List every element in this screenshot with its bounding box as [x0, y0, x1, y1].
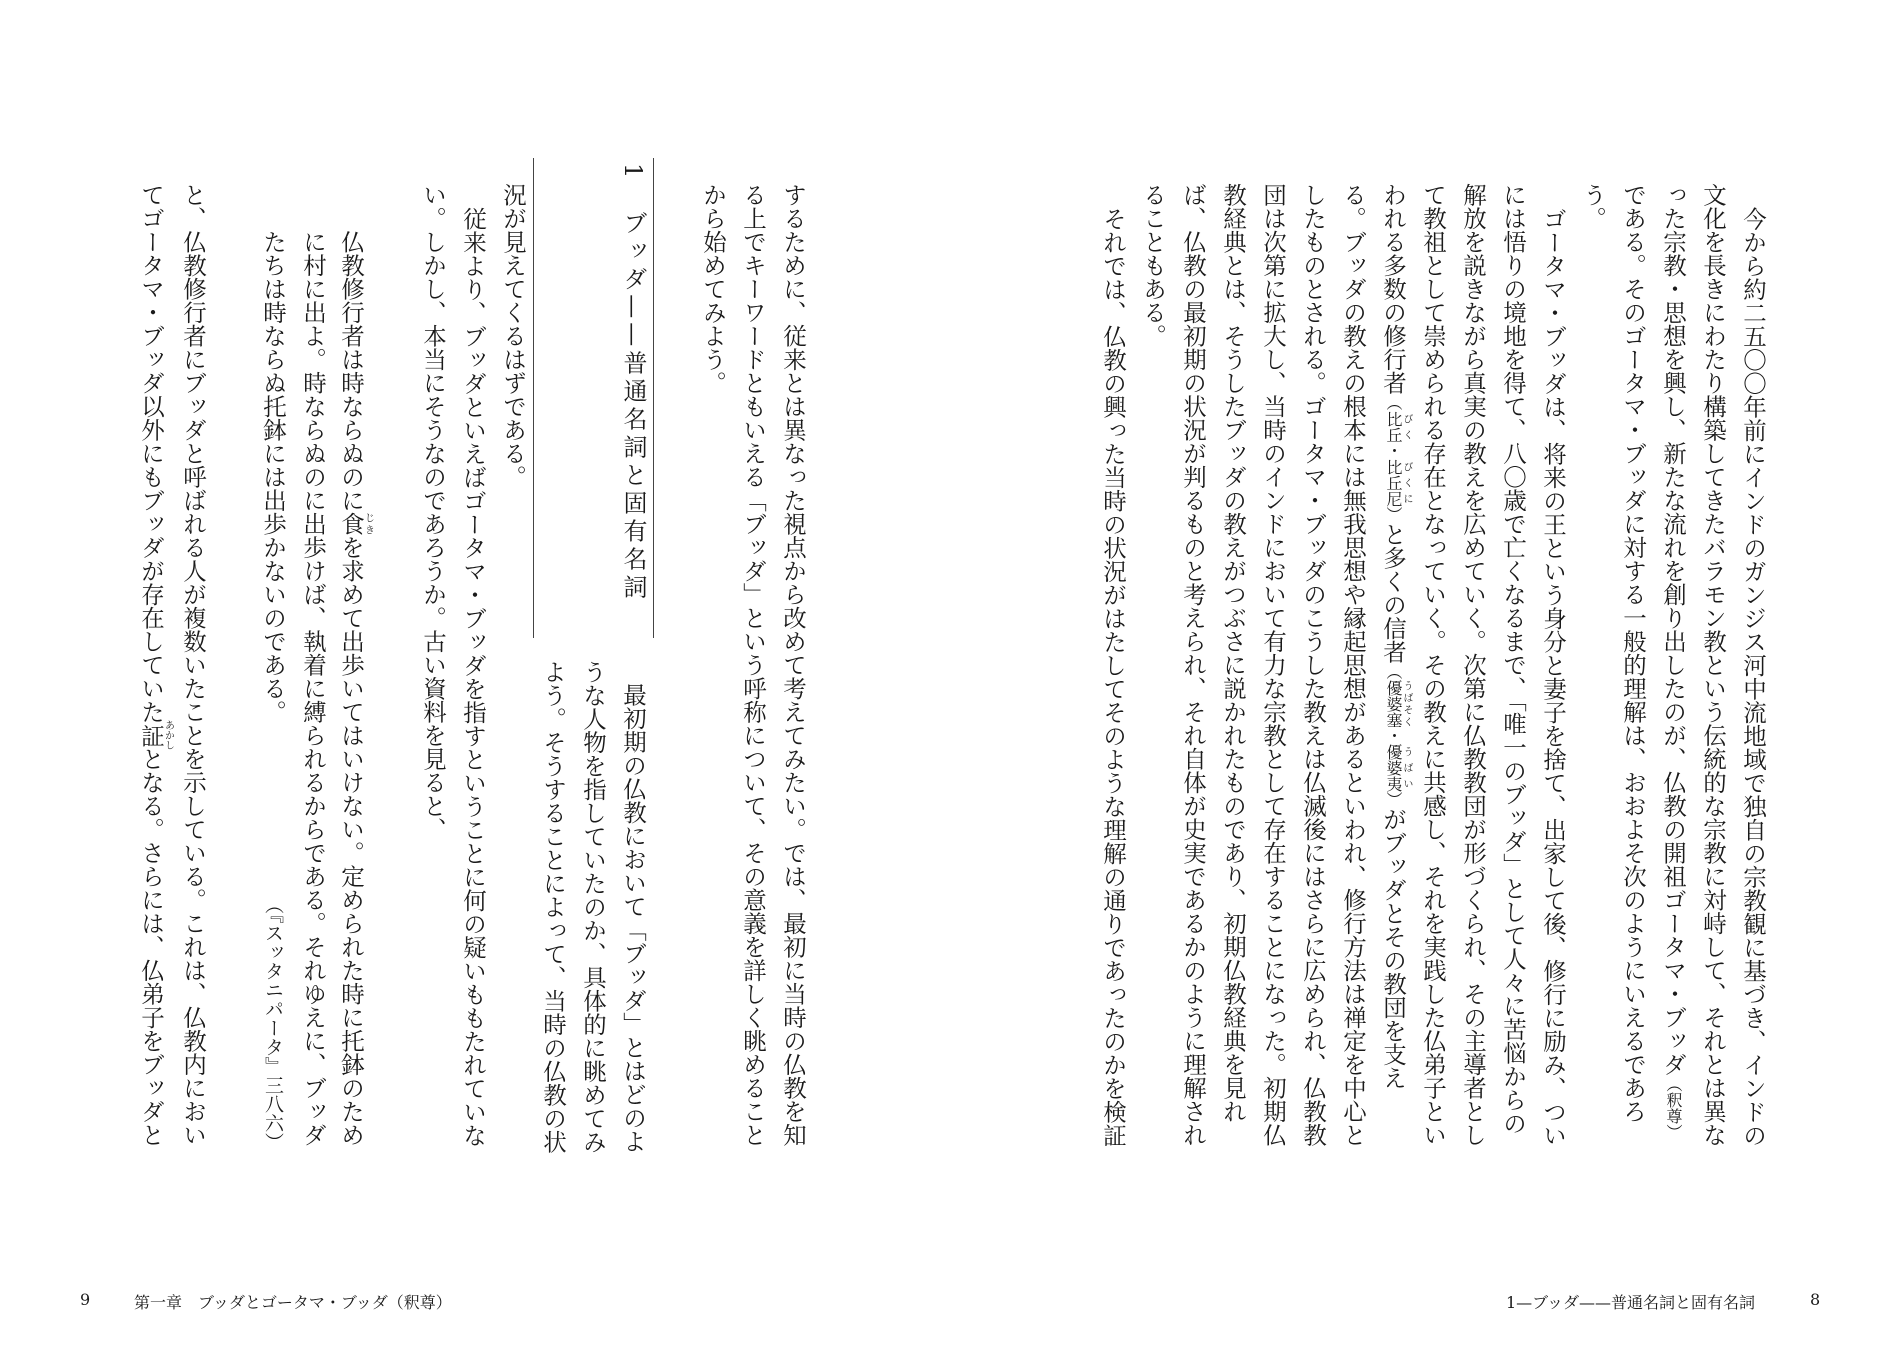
text-line: い。しかし、本当にそうなのであろうか。古い資料を見ると、 [419, 183, 447, 841]
inline-note: （優婆塞うばそく・優婆夷うばい） [1384, 663, 1412, 808]
text-line: から始めてみよう。 [699, 183, 727, 395]
ruby-annotation: 証あかし [137, 720, 174, 751]
text-line: ば、仏教の最初期の状況が判るものと考えられ、それ自体が史実であるかのように理解され [1179, 183, 1207, 1147]
text-line: 団は次第に拡大し、当時のインドにおいて有力な宗教として存在することになった。初期仏 [1259, 183, 1287, 1147]
text-line: う。 [1579, 183, 1607, 230]
ruby-annotation: 食じき [337, 512, 374, 536]
inline-note: （比丘びく・比丘尼びくに） [1384, 394, 1412, 523]
text-line: それでは、仏教の興った当時の状況がはたしてそのような理解の通りであったのかを検証 [1099, 206, 1127, 1147]
heading-rule-right [653, 158, 654, 638]
text-line: る。ブッダの教えの根本には無我思想や縁起思想があるといわれ、修行方法は禅定を中心と [1339, 183, 1367, 1147]
quote-line: に村に出よ。時ならぬのに出歩けば、執着に縛られるからである。それゆえに、ブッダ [299, 230, 327, 1147]
text-line: 最初期の仏教において「ブッダ」とはどのよ [619, 683, 647, 1153]
quote-line: 仏教修行者は時ならぬのに食じきを求めて出歩いてはいけない。定められた時に托鉢のため [337, 230, 374, 1147]
running-head-left: 第一章 ブッダとゴータマ・ブッダ（釈尊） [134, 1293, 452, 1312]
text-line: するために、従来とは異なった視点から改めて考えてみたい。では、最初に当時の仏教を知 [779, 183, 807, 1147]
text-line: ゴータマ・ブッダは、将来の王という身分と妻子を捨て、出家して後、修行に励み、つい [1539, 206, 1567, 1147]
quote-citation: （『スッタニパータ』三八六） [262, 894, 284, 1151]
page-number-left: 9 [80, 1290, 91, 1309]
text-line: 今から約二五〇〇年前にインドのガンジス河中流地域で独自の宗教観に基づき、インドの [1739, 206, 1767, 1147]
text-line: には悟りの境地を得て、八〇歳で亡くなるまで、「唯一のブッダ」として人々に苦悩からの [1499, 183, 1527, 1135]
text-line: である。そのゴータマ・ブッダに対する一般的理解は、おおよそ次のようにいえるであろ [1619, 183, 1647, 1123]
text-line: てゴータマ・ブッダ以外にもブッダが存在していた証あかしとなる。さらには、仏弟子をブッダと [137, 183, 174, 1147]
section-heading: 1 ブッダ——普通名詞と固有名詞 [619, 163, 647, 603]
text-line: したものとされる。ゴータマ・ブッダのこうした教えは仏滅後にはさらに広められ、仏教教 [1299, 183, 1327, 1147]
text-line: る上でキーワードともいえる「ブッダ」という呼称について、その意義を詳しく眺めること [739, 183, 767, 1147]
text-line: 文化を長きにわたり構築してきたバラモン教という伝統的な宗教に対峙して、それとは異な [1699, 183, 1727, 1147]
text-line: 従来より、ブッダといえばゴータマ・ブッダを指すということに何の疑いももたれていな [459, 206, 487, 1147]
ruby-annotation: 比丘びく [1384, 410, 1412, 443]
text-line: われる多数の修行者（比丘びく・比丘尼びくに）と多くの信者（優婆塞うばそく・優婆夷うばい）がブッダとその教団を支え [1379, 183, 1412, 1090]
ruby-annotation: 優婆塞うばそく [1384, 679, 1412, 728]
page-number-right: 8 [1810, 1290, 1821, 1309]
ruby-annotation: 比丘尼びくに [1384, 458, 1412, 507]
text-line: ることもある。 [1139, 183, 1167, 348]
text-line: うな人物を指していたのか、具体的に眺めてみ [579, 659, 607, 1153]
text-line: と、仏教修行者にブッダと呼ばれる人が複数いたことを示している。これは、仏教内におい [179, 183, 207, 1147]
text-line: 教経典とは、そうしたブッダの教えがつぶさに説かれたものであり、初期仏教経典を見れ [1219, 183, 1247, 1123]
ruby-annotation: 優婆夷うばい [1384, 743, 1412, 792]
text-line: よう。そうすることによって、当時の仏教の状 [539, 659, 567, 1153]
text-line: 況が見えてくるはずである。 [499, 183, 527, 489]
text-line: 解放を説きながら真実の教えを広めていく。次第に仏教教団が形づくられ、その主導者とし [1459, 183, 1487, 1147]
text-line: て教祖として崇められる存在となっていく。その教えに共感し、それを実践した仏弟子とい [1419, 183, 1447, 1147]
inline-note: （釈尊） [1664, 1076, 1683, 1140]
text-line: った宗教・思想を興し、新たな流れを創り出したのが、仏教の開祖ゴータマ・ブッダ（釈尊） [1659, 183, 1687, 1140]
quote-line: たちは時ならぬ托鉢には出歩かないのである。 [259, 230, 287, 724]
running-head-right: 1—ブッダ——普通名詞と固有名詞 [1506, 1293, 1756, 1312]
